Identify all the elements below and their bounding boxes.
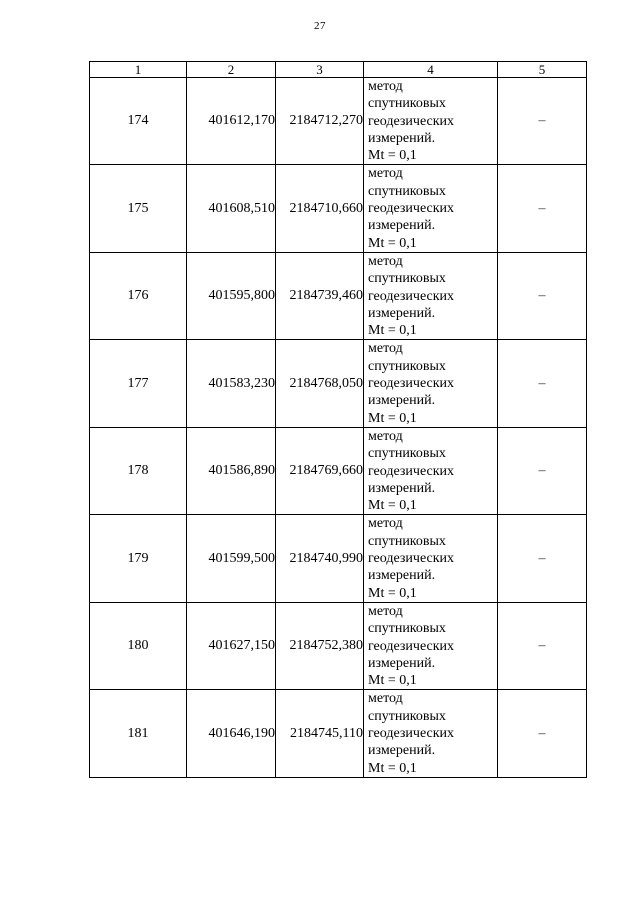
method-line: Mt = 0,1 — [368, 148, 417, 164]
method-line: геодезических — [368, 376, 455, 392]
x-coordinate-cell: 401586,890 — [187, 427, 276, 514]
method-line: метод — [368, 166, 403, 182]
y-coordinate-cell: 2184712,270 — [276, 78, 364, 165]
table-row — [90, 602, 587, 689]
method-line: измерений. — [368, 568, 436, 584]
y-coordinate-cell: 2184769,660 — [276, 427, 364, 514]
point-number-cell: 181 — [90, 690, 187, 777]
method-line: Mt = 0,1 — [368, 585, 417, 601]
y-coordinate-cell: 2184768,050 — [276, 340, 364, 427]
method-line: геодезических — [368, 725, 455, 741]
method-cell — [364, 252, 498, 339]
method-line: измерений. — [368, 305, 436, 321]
column-header: 2 — [187, 62, 276, 78]
y-coordinate-cell: 2184739,460 — [276, 252, 364, 339]
table-row — [90, 690, 587, 777]
method-line: метод — [368, 79, 403, 94]
accuracy-dash-cell: – — [498, 602, 587, 689]
method-line: геодезических — [368, 463, 455, 479]
x-coordinate-cell: 401612,170 — [187, 78, 276, 165]
method-line: геодезических — [368, 201, 455, 217]
method-line: Mt = 0,1 — [368, 498, 417, 514]
method-line: метод — [368, 428, 403, 444]
page-number: 27 — [314, 20, 326, 32]
x-coordinate-cell: 401599,500 — [187, 515, 276, 602]
method-line: измерений. — [368, 130, 436, 146]
column-header: 1 — [90, 62, 187, 78]
point-number-cell: 174 — [90, 78, 187, 165]
method-cell — [364, 165, 498, 252]
y-coordinate-cell: 2184710,660 — [276, 165, 364, 252]
method-line: Mt = 0,1 — [368, 235, 417, 251]
method-line: спутниковых — [368, 358, 446, 374]
x-coordinate-cell: 401608,510 — [187, 165, 276, 252]
table-row — [90, 427, 587, 514]
point-number-cell: 175 — [90, 165, 187, 252]
y-coordinate-cell: 2184752,380 — [276, 602, 364, 689]
method-line: геодезических — [368, 288, 455, 304]
table-row — [90, 340, 587, 427]
point-number-cell: 176 — [90, 252, 187, 339]
point-number-cell: 180 — [90, 602, 187, 689]
method-cell — [364, 515, 498, 602]
method-line: метод — [368, 341, 403, 357]
table-row — [90, 78, 587, 165]
column-header: 3 — [276, 62, 364, 78]
method-cell — [364, 427, 498, 514]
method-line: метод — [368, 691, 403, 707]
x-coordinate-cell: 401583,230 — [187, 340, 276, 427]
method-line: измерений. — [368, 480, 436, 496]
accuracy-dash-cell: – — [498, 165, 587, 252]
method-line: измерений. — [368, 218, 436, 234]
table-row — [90, 515, 587, 602]
table-header-row — [90, 62, 587, 78]
table-body — [90, 78, 587, 778]
y-coordinate-cell: 2184740,990 — [276, 515, 364, 602]
method-line: спутниковых — [368, 446, 446, 462]
method-line: спутниковых — [368, 96, 446, 112]
method-line: геодезических — [368, 638, 455, 654]
accuracy-dash-cell: – — [498, 340, 587, 427]
x-coordinate-cell: 401595,800 — [187, 252, 276, 339]
method-line: Mt = 0,1 — [368, 410, 417, 426]
method-line: геодезических — [368, 113, 455, 129]
method-line: Mt = 0,1 — [368, 673, 417, 689]
accuracy-dash-cell: – — [498, 690, 587, 777]
method-line: Mt = 0,1 — [368, 760, 417, 776]
method-line: измерений. — [368, 655, 436, 671]
method-line: измерений. — [368, 743, 436, 759]
table-row — [90, 165, 587, 252]
accuracy-dash-cell: – — [498, 515, 587, 602]
accuracy-dash-cell: – — [498, 78, 587, 165]
method-line: спутниковых — [368, 621, 446, 637]
table-row — [90, 252, 587, 339]
method-line: метод — [368, 603, 403, 619]
y-coordinate-cell: 2184745,110 — [276, 690, 364, 777]
method-line: спутниковых — [368, 533, 446, 549]
column-header: 4 — [364, 62, 498, 78]
method-line: геодезических — [368, 551, 455, 567]
point-number-cell: 179 — [90, 515, 187, 602]
method-line: метод — [368, 516, 403, 532]
x-coordinate-cell: 401646,190 — [187, 690, 276, 777]
coordinates-table — [89, 61, 587, 778]
method-cell — [364, 78, 498, 165]
method-line: спутниковых — [368, 271, 446, 287]
column-header: 5 — [498, 62, 587, 78]
method-line: Mt = 0,1 — [368, 323, 417, 339]
x-coordinate-cell: 401627,150 — [187, 602, 276, 689]
method-cell — [364, 602, 498, 689]
accuracy-dash-cell: – — [498, 427, 587, 514]
method-cell — [364, 690, 498, 777]
method-line: измерений. — [368, 393, 436, 409]
method-cell — [364, 340, 498, 427]
method-line: спутниковых — [368, 183, 446, 199]
point-number-cell: 177 — [90, 340, 187, 427]
point-number-cell: 178 — [90, 427, 187, 514]
accuracy-dash-cell: – — [498, 252, 587, 339]
method-line: спутниковых — [368, 708, 446, 724]
method-line: метод — [368, 253, 403, 269]
